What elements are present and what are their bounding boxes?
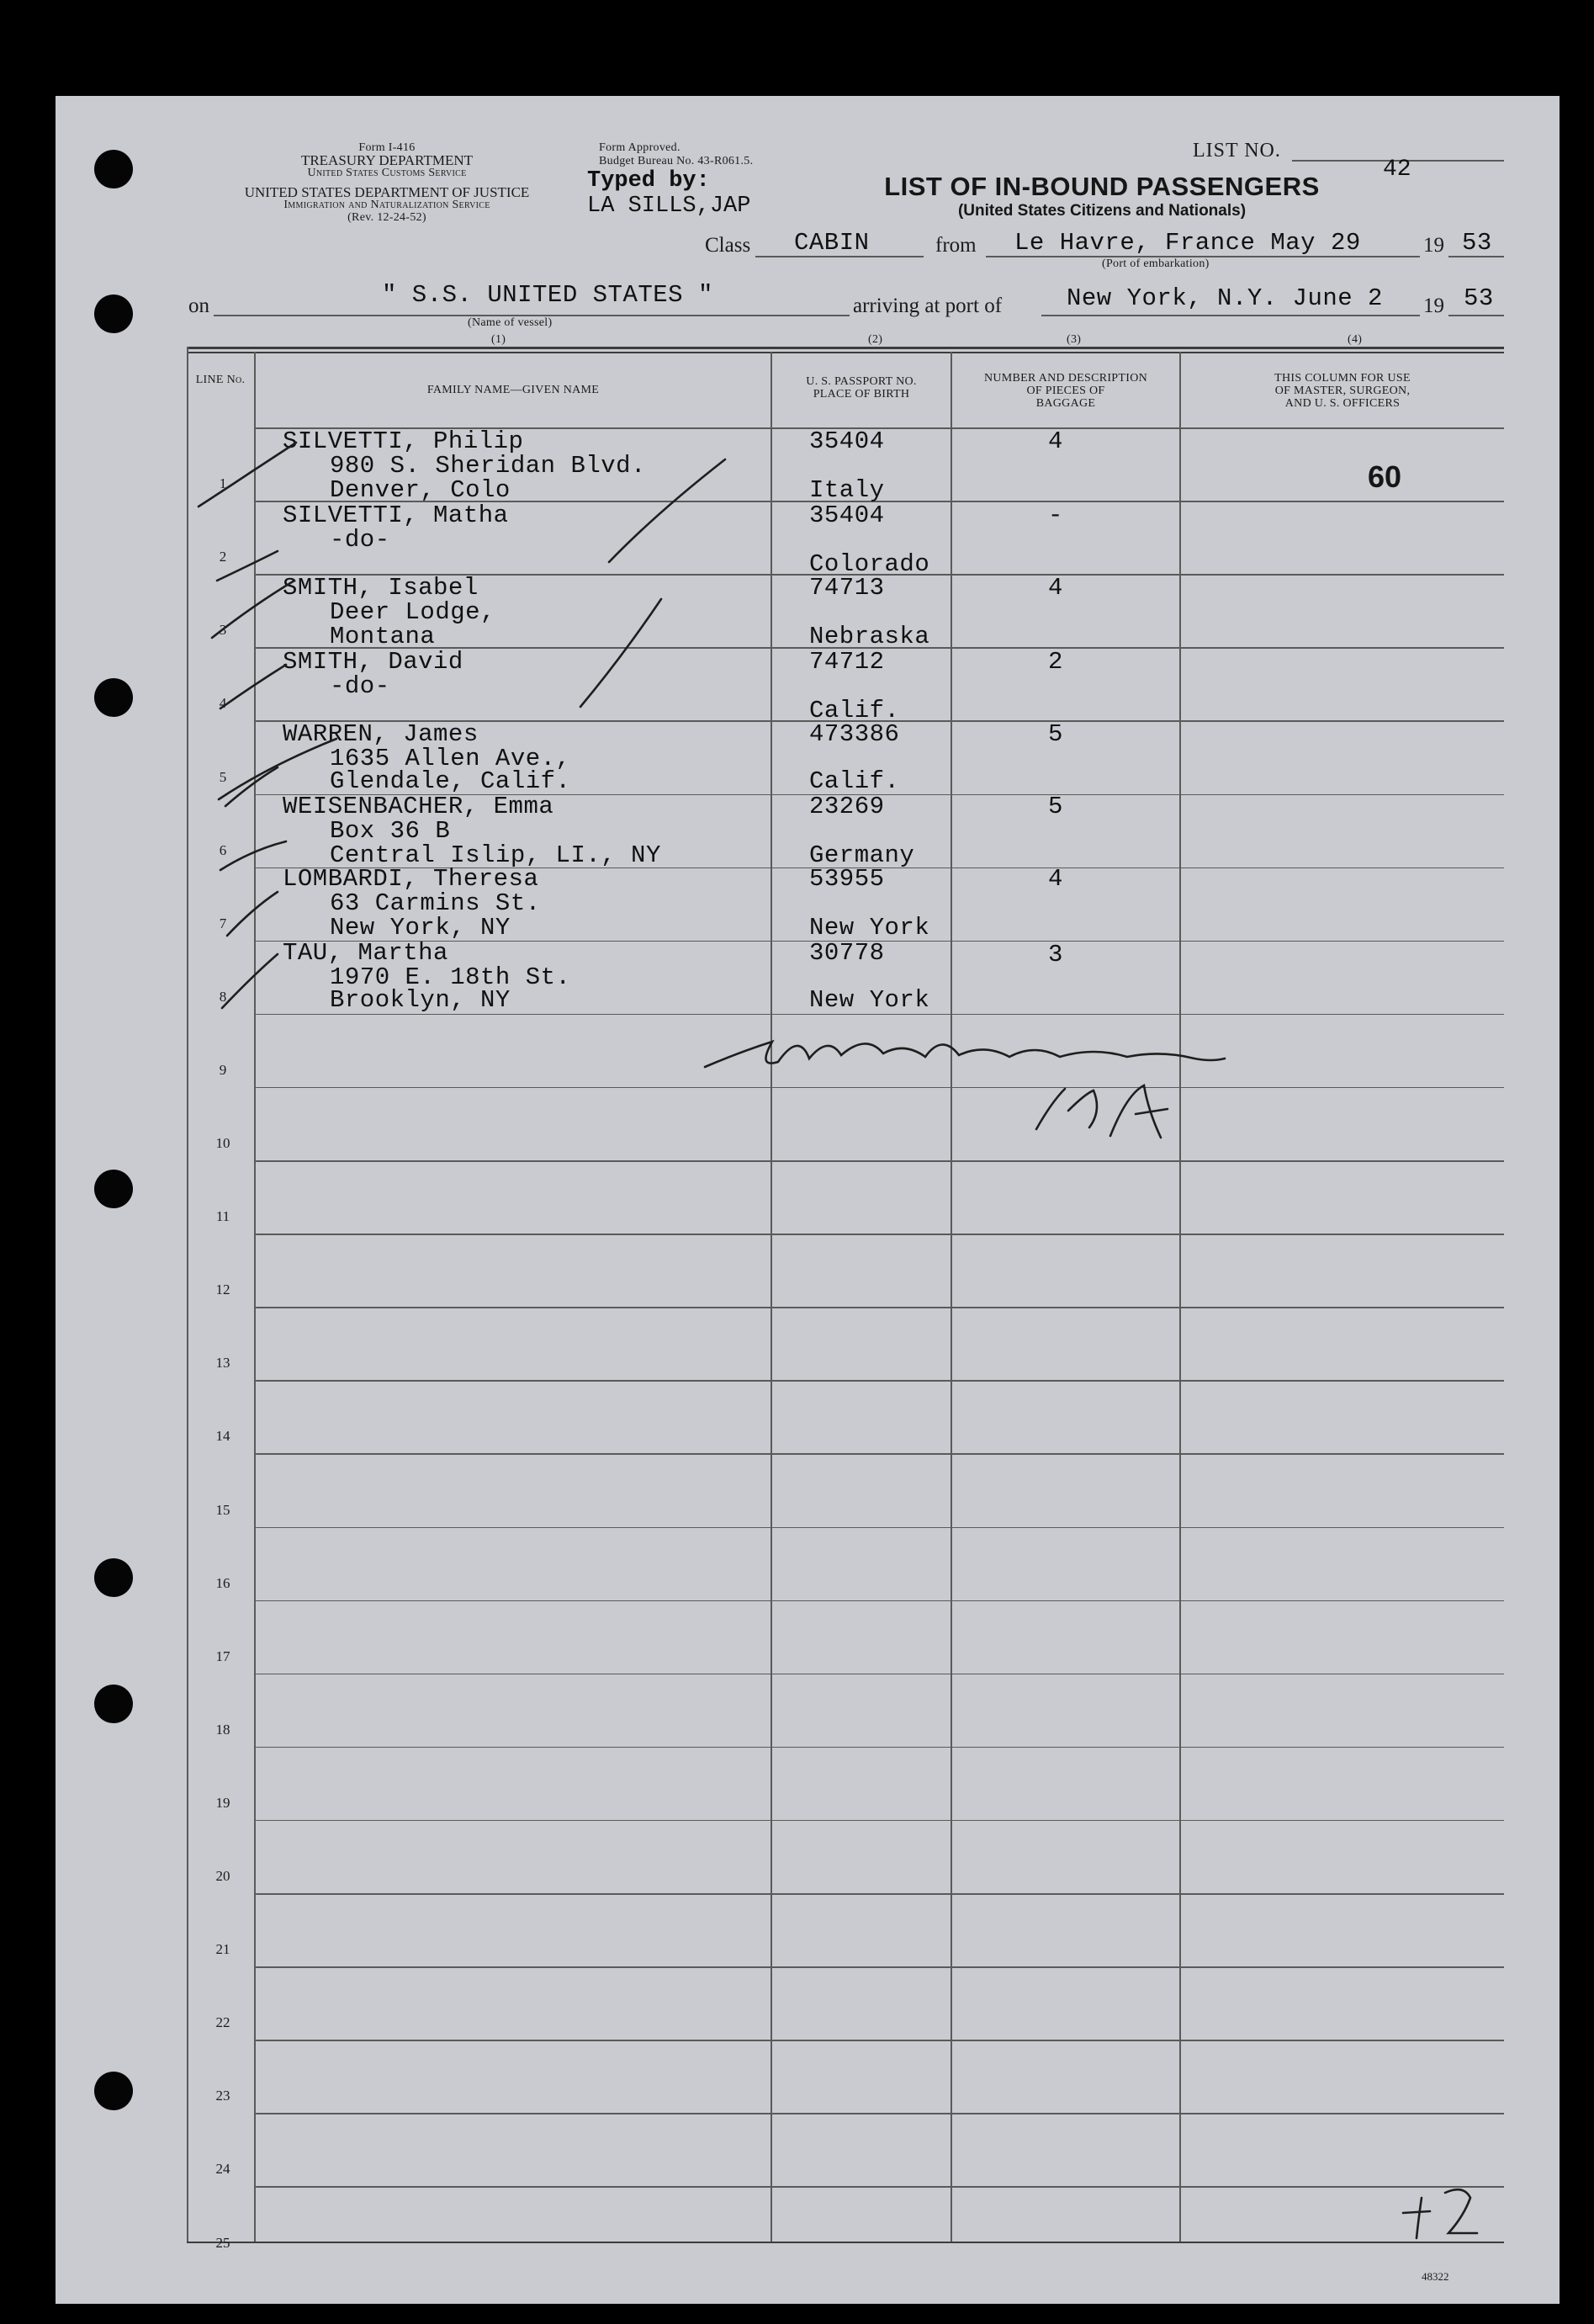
passenger-address: 1635 Allen Ave.,	[330, 745, 571, 772]
passport-number: 30778	[809, 939, 885, 967]
on-label: on	[188, 294, 209, 317]
signature-icon	[1036, 1085, 1168, 1138]
passenger-name: SILVETTI, Philip	[283, 427, 524, 455]
passenger-address: Denver, Colo	[330, 476, 511, 504]
place-of-birth: New York	[809, 914, 930, 942]
passenger-name: SMITH, Isabel	[283, 574, 479, 602]
passport-number: 35404	[809, 427, 885, 455]
checkmark-icon	[217, 551, 278, 581]
typed-by-label: Typed by:	[587, 168, 710, 194]
passenger-address: -do-	[330, 672, 390, 700]
line-number: 1	[219, 475, 227, 492]
page-subtitle: (United States Citizens and Nationals)	[957, 202, 1247, 220]
line-number: 5	[219, 768, 227, 785]
form-stamp-number: 48322	[1422, 2270, 1449, 2283]
line-number: 13	[215, 1355, 230, 1372]
line-number: 21	[215, 1941, 230, 1958]
checkmark-icon	[220, 841, 286, 870]
passenger-name: LOMBARDI, Theresa	[283, 865, 539, 893]
vessel-caption: (Name of vessel)	[468, 316, 553, 329]
passport-number: 473386	[809, 720, 900, 748]
col-number-3: (3)	[1067, 333, 1082, 346]
line-number: 6	[219, 841, 227, 858]
place-of-birth: Colorado	[809, 550, 930, 578]
line-number: 17	[215, 1647, 230, 1664]
line-number: 7	[219, 915, 227, 931]
line-number: 8	[219, 988, 227, 1005]
header-passport-line2: PLACE OF BIRTH	[813, 388, 910, 401]
year-arrival: 53	[1464, 284, 1494, 312]
line-number: 16	[215, 1574, 230, 1591]
port-of-arrival: New York, N.Y. June 2	[1067, 284, 1383, 312]
vessel-name: " S.S. UNITED STATES "	[382, 281, 713, 309]
agency-justice: UNITED STATES DEPARTMENT OF JUSTICE	[244, 184, 530, 200]
passenger-name: TAU, Martha	[283, 939, 448, 967]
baggage-count: -	[1048, 501, 1063, 529]
checkmark-icon	[212, 581, 294, 638]
checkmark-icon	[580, 599, 661, 707]
baggage-count: 5	[1048, 720, 1063, 748]
place-of-birth: Germany	[809, 841, 915, 869]
passenger-address: 1970 E. 18th St.	[330, 963, 571, 991]
baggage-count: 5	[1048, 793, 1063, 820]
agency-ins: Immigration and Naturalization Service	[283, 199, 490, 211]
year-prefix-arrival: 19	[1423, 294, 1444, 317]
place-of-birth: Calif.	[809, 767, 900, 795]
header-line-no: LINE No.	[195, 374, 246, 386]
passenger-address: Montana	[330, 623, 436, 650]
list-no-label: LIST NO.	[1193, 140, 1281, 162]
line-number: 23	[215, 2088, 230, 2104]
handwritten-number-icon	[1403, 2189, 1477, 2238]
typed-by-value: LA SILLS,JAP	[587, 194, 751, 219]
col-number-1: (1)	[491, 333, 506, 346]
port-of-embarkation: Le Havre, France May 29	[1014, 229, 1361, 257]
header-baggage-line2: OF PIECES OF	[1026, 385, 1105, 397]
year-embark: 53	[1462, 229, 1492, 257]
passport-number: 74713	[809, 574, 885, 602]
checkmark-icon	[220, 665, 286, 708]
line-number: 14	[215, 1428, 230, 1445]
passenger-address: Brooklyn, NY	[330, 986, 511, 1014]
agency-customs: United States Customs Service	[307, 167, 467, 179]
checkmark-icon	[219, 739, 336, 799]
passport-number: 74712	[809, 648, 885, 676]
place-of-birth: Nebraska	[809, 623, 930, 650]
passport-number: 53955	[809, 865, 885, 893]
line-number: 19	[215, 1794, 230, 1811]
page-title: LIST OF IN-BOUND PASSENGERS	[884, 172, 1320, 201]
header-baggage-line3: BAGGAGE	[1035, 397, 1096, 410]
year-prefix-embark: 19	[1423, 234, 1444, 257]
col-number-4: (4)	[1348, 333, 1363, 346]
passport-number: 23269	[809, 793, 885, 820]
line-number: 22	[215, 2014, 230, 2031]
checkmark-icon	[227, 892, 278, 936]
form-revision: (Rev. 12-24-52)	[347, 211, 426, 224]
from-label: from	[935, 234, 977, 257]
header-baggage-line1: NUMBER AND DESCRIPTION	[983, 372, 1148, 385]
col-number-2: (2)	[868, 333, 883, 346]
port-embark-caption: (Port of embarkation)	[1102, 257, 1210, 270]
line-number: 15	[215, 1501, 230, 1518]
passenger-name: WARREN, James	[283, 720, 479, 748]
header-officers-line1: THIS COLUMN FOR USE	[1274, 372, 1411, 385]
passenger-address: Box 36 B	[330, 817, 451, 845]
line-number: 24	[215, 2161, 230, 2178]
line-number: 11	[215, 1208, 230, 1225]
checkmark-icon	[199, 443, 296, 507]
passenger-address: 980 S. Sheridan Blvd.	[330, 452, 646, 480]
baggage-count: 2	[1048, 648, 1063, 676]
header-name: FAMILY NAME—GIVEN NAME	[426, 384, 600, 396]
place-of-birth: Italy	[809, 476, 885, 504]
form-number: Form I-416	[358, 141, 416, 154]
baggage-count: 4	[1048, 865, 1063, 893]
header-officers-line2: OF MASTER, SURGEON,	[1274, 385, 1411, 397]
passenger-name: SILVETTI, Matha	[283, 501, 509, 529]
officer-note: 60	[1368, 459, 1402, 494]
line-number: 4	[219, 695, 227, 712]
passenger-name: WEISENBACHER, Emma	[283, 793, 554, 820]
budget-bureau: Budget Bureau No. 43-R061.5.	[599, 155, 754, 167]
header-passport-line1: U. S. PASSPORT NO.	[806, 375, 917, 388]
passenger-address: Glendale, Calif.	[330, 767, 571, 795]
line-number: 2	[219, 549, 227, 565]
class-label: Class	[705, 234, 751, 257]
passport-number: 35404	[809, 501, 885, 529]
line-number: 9	[219, 1061, 227, 1078]
header-officers-line3: AND U. S. OFFICERS	[1284, 397, 1401, 410]
checkmark-icon	[225, 767, 278, 806]
passenger-address: Deer Lodge,	[330, 598, 495, 626]
passenger-address: New York, NY	[330, 914, 511, 942]
line-number: 25	[215, 2234, 230, 2251]
checkmark-icon	[222, 954, 278, 1008]
baggage-count: 4	[1048, 574, 1063, 602]
line-number: 12	[215, 1281, 230, 1298]
passenger-address: 63 Carmins St.	[330, 889, 541, 917]
baggage-count: 3	[1048, 941, 1063, 968]
line-number: 10	[215, 1135, 230, 1151]
passenger-address: Central Islip, LI., NY	[330, 841, 661, 869]
place-of-birth: New York	[809, 986, 930, 1014]
class-value: CABIN	[794, 229, 870, 257]
agency-treasury: TREASURY DEPARTMENT	[300, 152, 474, 168]
signature-icon	[705, 1042, 1225, 1067]
arriving-label: arriving at port of	[853, 294, 1003, 317]
form-approved: Form Approved.	[599, 141, 680, 154]
passenger-name: SMITH, David	[283, 648, 463, 676]
baggage-count: 4	[1048, 427, 1063, 455]
passenger-address: -do-	[330, 526, 390, 554]
list-no-value: 42	[1383, 157, 1411, 183]
place-of-birth: Calif.	[809, 697, 900, 724]
line-number: 18	[215, 1721, 230, 1738]
line-number: 3	[219, 622, 227, 639]
line-number: 20	[215, 1868, 230, 1884]
checkmark-icon	[609, 459, 725, 562]
